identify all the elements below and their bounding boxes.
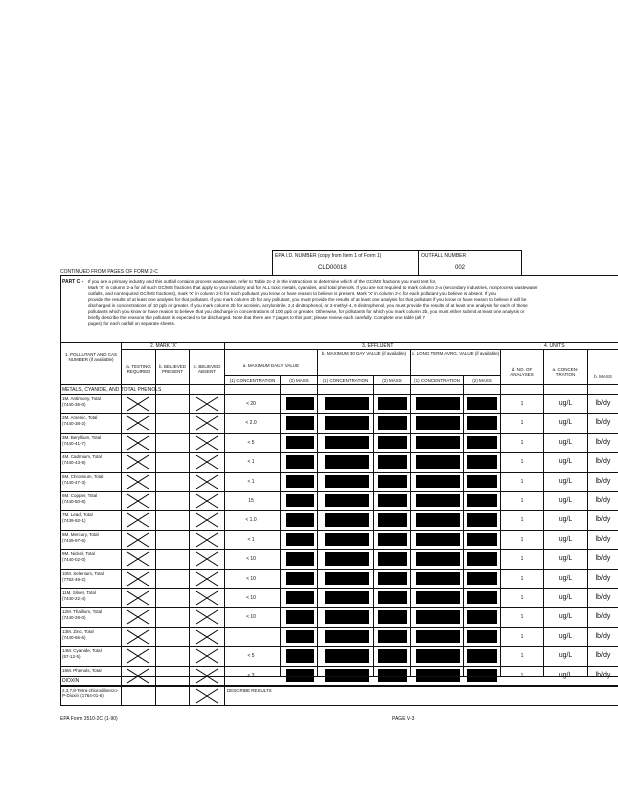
redacted-block: [416, 416, 460, 429]
testing-required-x: [124, 512, 152, 528]
max-daily-value: < 1: [247, 459, 255, 466]
max-daily-value: < 10: [246, 614, 256, 621]
col2c-header: c. BELIEVED ABSENT: [193, 364, 221, 374]
col3b-conc: (1) CONCENTRATION: [322, 378, 369, 383]
col4a-header: a. CONCEN-TRATION: [552, 367, 579, 377]
max-daily-value: < 10: [246, 595, 256, 601]
row-divider: [60, 588, 618, 589]
redacted-block: [325, 572, 369, 585]
row-divider: [60, 549, 618, 550]
concentration-unit: ug/L: [558, 497, 573, 504]
believed-absent-x: [193, 629, 221, 645]
testing-required-x: [124, 532, 152, 548]
redacted-block: [378, 533, 407, 546]
analyses-count: 1: [520, 595, 524, 601]
testing-required-x: [124, 415, 152, 431]
dioxin-name: 2,3,7,8-Tetra-chlorodibenzo-P-Dioxin (1764-01-6): [62, 688, 119, 698]
max-daily-value: < 2.0: [245, 420, 257, 427]
pollutant-cas: (7440-02-0): [62, 557, 86, 563]
analyses-count: 1: [520, 633, 524, 640]
pollutant-name: 12M. Thallium, Total: [62, 609, 103, 615]
redacted-block: [467, 494, 497, 507]
col3c-conc: (1) CONCENTRATION: [414, 378, 460, 383]
analyses-count: 1: [520, 556, 524, 563]
redacted-block: [378, 649, 407, 662]
redacted-block: [325, 455, 369, 468]
mass-unit: lb/dy: [595, 535, 611, 543]
row-divider: [60, 413, 618, 414]
row-divider: [60, 491, 618, 492]
testing-required-x: [124, 493, 152, 509]
pollutant-name: 13M. Zinc, Total: [62, 628, 94, 634]
redacted-block: [286, 649, 314, 662]
redacted-block: [467, 572, 497, 585]
analyses-count: 1: [520, 459, 524, 466]
mass-unit: lb/dy: [595, 458, 611, 466]
instruction-line: discharged in concentrations of 10 ppb or greater. If you mark column 2b for acrolein, acrylonitrile, 2,4 dinitrophenol, or 2-methyl-4, 6 dinitrophenol, you must provide the results of at least one analysis for each of these: [88, 303, 528, 308]
col3c-mass: (2) MASS: [472, 378, 492, 383]
believed-absent-x: [193, 435, 221, 451]
redacted-block: [467, 533, 497, 546]
col3-header: 3. EFFLUENT: [362, 343, 394, 349]
redacted-block: [467, 630, 497, 643]
concentration-unit: ug/L: [558, 632, 573, 640]
max-daily-value: < 1: [247, 478, 255, 485]
row-divider: [60, 433, 618, 434]
instruction-line: provide the results of at least one analysis for that pollutant. If you mark column 2b for any pollutant, you must provide the results of at least one analysis for that pollutant if you know or have reason to believe it will be: [88, 297, 527, 302]
mass-unit: lb/dy: [595, 438, 611, 446]
pollutant-cas: (7440-66-6): [62, 634, 86, 640]
row-divider: [60, 607, 618, 608]
redacted-block: [467, 475, 497, 488]
redacted-block: [286, 591, 314, 604]
testing-required-x: [124, 551, 152, 567]
col3a-conc: (1) CONCENTRATION: [229, 378, 276, 383]
mass-unit: lb/dy: [595, 400, 611, 407]
instruction-line: Mark 'X' in column 2-a for all such GC/MS fractions that apply to your industry and for ALL toxic metals, cyanides, and total phenols. If you are not required to mark column 2-a (secondary industries, nonprocess wastewater: [88, 285, 538, 290]
col3b-header: b. MAXIMUM 30 DAY VALUE (if available): [321, 351, 407, 356]
redacted-block: [467, 610, 497, 623]
concentration-unit: ug/L: [558, 555, 573, 563]
redacted-block: [286, 455, 314, 468]
believed-absent-x: [193, 396, 221, 412]
mass-unit: lb/dy: [595, 555, 611, 563]
redacted-block: [325, 649, 369, 662]
believed-absent-x: [193, 415, 221, 431]
redacted-block: [416, 591, 460, 604]
believed-absent-x: [193, 571, 221, 587]
mass-unit: lb/dy: [595, 516, 611, 524]
redacted-block: [467, 552, 497, 565]
instruction-line: briefly describe the reasons the pollutant is expected to be discharged. Note that there are 7 pages to this part; please review each carefully. Complete one table (all 7: [88, 315, 425, 320]
col1-header: 1. POLLUTANT AND CAS NUMBER (if available): [64, 352, 118, 362]
max-daily-value: < 5: [247, 439, 255, 446]
testing-required-x: [124, 435, 152, 451]
concentration-unit: ug/L: [558, 400, 573, 407]
row-divider: [60, 646, 618, 647]
max-daily-value: 15: [248, 498, 254, 504]
epa-id-value: CLD00018: [318, 265, 347, 271]
redacted-block: [286, 475, 314, 488]
redacted-block: [416, 649, 460, 662]
redacted-block: [378, 494, 407, 507]
mass-unit: lb/dy: [595, 632, 611, 640]
section-metals: METALS, CYANIDE, AND TOTAL PHENOLS: [62, 387, 162, 393]
redacted-block: [378, 475, 407, 488]
concentration-unit: ug/L: [558, 419, 573, 427]
col3a-header: a. MAXIMUM DAILY VALUE: [242, 363, 300, 368]
row-divider: [60, 569, 618, 570]
row-divider: [60, 510, 618, 511]
col2-header: 2. MARK 'X': [150, 343, 177, 349]
redacted-block: [325, 397, 369, 410]
pollutant-cas: (7440-38-2): [62, 421, 86, 427]
col3c-header: c. LONG TERM AVRG. VALUE (if available): [411, 351, 500, 356]
max-daily-value: < 20: [246, 401, 256, 407]
redacted-block: [467, 649, 497, 662]
pollutant-name: 7M. Lead, Total: [62, 512, 93, 518]
pollutant-name: 3M. Beryllium, Total: [62, 434, 102, 440]
believed-absent-x: [193, 551, 221, 567]
redacted-block: [416, 533, 460, 546]
redacted-block: [467, 397, 497, 410]
redacted-block: [325, 513, 369, 526]
pollutant-cas: (7440-36-0): [62, 402, 86, 407]
max-daily-value: < 5: [247, 653, 255, 660]
col2b-header: b. BELIEVED PRESENT: [158, 364, 186, 374]
pollutant-cas: (57-12-5): [62, 654, 81, 660]
redacted-block: [286, 610, 314, 623]
pollutant-cas: (7782-49-2): [62, 576, 86, 582]
mass-unit: lb/dy: [595, 594, 611, 601]
concentration-unit: ug/L: [558, 652, 573, 660]
col3d-header: d. NO. OF ANALYSES: [510, 367, 534, 377]
believed-absent-x: [193, 532, 221, 548]
redacted-block: [416, 397, 460, 410]
row-divider: [60, 472, 618, 473]
redacted-block: [378, 572, 407, 585]
redacted-block: [378, 436, 407, 449]
redacted-block: [286, 513, 314, 526]
redacted-block: [286, 552, 314, 565]
row-divider: [60, 627, 618, 628]
redacted-block: [416, 436, 460, 449]
testing-required-x: [124, 571, 152, 587]
redacted-block: [286, 630, 314, 643]
analyses-count: 1: [520, 575, 524, 582]
redacted-block: [325, 533, 369, 546]
max-daily-value: < 10: [246, 575, 256, 582]
redacted-block: [416, 610, 460, 623]
continued-from: CONTINUED FROM PAGES OF FORM 2-C: [60, 269, 158, 275]
col2a-header: a. TESTING REQUIRED: [126, 364, 151, 374]
redacted-block: [378, 513, 407, 526]
believed-absent-x: [193, 493, 221, 509]
concentration-unit: ug/L: [558, 438, 573, 446]
instruction-line: pollutants which you know or have reason to believe that you discharge in concentrations of 100 ppb or greater. Otherwise, for pollutants for which you mark column 2b, you must either submit at least one analysis or: [88, 309, 525, 314]
believed-absent-x: [193, 474, 221, 490]
max-daily-value: < 1: [247, 536, 255, 543]
testing-required-x: [124, 454, 152, 470]
analyses-count: 1: [520, 401, 524, 407]
believed-absent-x: [193, 454, 221, 470]
pollutant-name: 11M. Silver, Total: [62, 590, 96, 595]
redacted-block: [378, 397, 407, 410]
row-divider: [60, 530, 618, 531]
redacted-block: [378, 630, 407, 643]
instructions-block: [88, 279, 616, 327]
pollutant-cas: (7440-22-4): [62, 596, 86, 601]
believed-absent-x: [193, 609, 221, 625]
col4b-header: b. MASS: [594, 374, 612, 379]
concentration-unit: ug/L: [558, 613, 573, 621]
redacted-block: [416, 475, 460, 488]
epa-id-label: EPA I.D. NUMBER (copy from Item 1 of Form 1): [275, 253, 382, 259]
analyses-count: 1: [520, 439, 524, 446]
pollutant-name: 14M. Cyanide, Total: [62, 648, 102, 654]
redacted-block: [416, 513, 460, 526]
testing-required-x: [124, 629, 152, 645]
redacted-block: [467, 436, 497, 449]
redacted-block: [467, 513, 497, 526]
pollutant-name: 9M. Nickel, Total: [62, 551, 95, 557]
redacted-block: [378, 416, 407, 429]
row-divider: [60, 452, 618, 453]
redacted-block: [416, 494, 460, 507]
mass-unit: lb/dy: [595, 497, 611, 504]
analyses-count: 1: [520, 517, 524, 524]
analyses-count: 1: [520, 478, 524, 485]
outfall-label: OUTFALL NUMBER: [421, 253, 467, 259]
pollutant-cas: (7440-47-3): [62, 479, 86, 485]
redacted-block: [467, 455, 497, 468]
describe-results-label: DESCRIBE RESULTS: [227, 688, 272, 693]
pollutant-cas: (7440-50-8): [62, 499, 86, 504]
instruction-line: pages) for each outfall on separate sheets.: [88, 321, 176, 326]
pollutant-name: 2M. Arsenic, Total: [62, 415, 98, 421]
concentration-unit: ug/L: [558, 574, 573, 582]
redacted-block: [325, 436, 369, 449]
believed-absent-x: [193, 590, 221, 606]
pollutant-cas: (7439-97-6): [62, 537, 86, 543]
max-daily-value: < 10: [246, 556, 256, 563]
pollutant-name: 6M. Copper, Total: [62, 493, 98, 498]
testing-required-x: [124, 590, 152, 606]
form-number: EPA Form 3510-2C (1-90): [60, 716, 118, 722]
analyses-count: 1: [520, 614, 524, 621]
pollutant-cas: (7440-41-7): [62, 440, 86, 446]
believed-absent-x: [193, 648, 221, 664]
redacted-block: [286, 572, 314, 585]
pollutant-name: 8M. Mercury, Total: [62, 531, 99, 537]
pollutant-cas: (7439-92-1): [62, 518, 86, 524]
redacted-block: [467, 591, 497, 604]
redacted-block: [467, 416, 497, 429]
mass-unit: lb/dy: [595, 419, 611, 427]
testing-required-x: [124, 648, 152, 664]
max-daily-value: < 1.0: [245, 517, 257, 524]
concentration-unit: ug/L: [558, 594, 573, 601]
redacted-block: [286, 494, 314, 507]
mass-unit: lb/dy: [595, 652, 611, 660]
redacted-block: [416, 455, 460, 468]
testing-required-x: [124, 474, 152, 490]
page-number: PAGE V-3: [392, 716, 415, 722]
testing-required-x: [124, 609, 152, 625]
redacted-block: [325, 552, 369, 565]
concentration-unit: ug/L: [558, 477, 573, 485]
instruction-line: If you are a primary industry and this outfall contains process wastewater, refer to Table 2c-2 in the instructions to determine which of the GC/MS fractions you must test for.: [88, 279, 437, 284]
redacted-block: [378, 552, 407, 565]
redacted-block: [325, 591, 369, 604]
mass-unit: lb/dy: [595, 613, 611, 621]
pollutant-cas: (7440-43-9): [62, 460, 86, 466]
col3b-mass: (2) MASS: [382, 378, 402, 383]
pollutant-name: 5M. Chromium, Total: [62, 473, 104, 479]
concentration-unit: ug/L: [558, 516, 573, 524]
redacted-block: [325, 630, 369, 643]
redacted-block: [378, 610, 407, 623]
redacted-block: [286, 416, 314, 429]
believed-absent-x: [193, 512, 221, 528]
analyses-count: 1: [520, 498, 524, 504]
redacted-block: [325, 610, 369, 623]
pollutant-name: 10M. Selenium, Total: [62, 570, 104, 576]
analyses-count: 1: [520, 653, 524, 660]
outfall-value: 002: [455, 265, 466, 271]
analyses-count: 1: [520, 420, 524, 427]
pollutant-name: 15M. Phenols, Total: [62, 667, 102, 673]
instruction-line: outfalls, and nonrequired GC/MS fractions), mark 'X' in column 2-b for each pollutant you know or have reason to believe is present. Mark 'X' in column 2-c for each pollutant you believe is absent. If you: [88, 291, 496, 296]
analyses-count: 1: [520, 536, 524, 543]
mass-unit: lb/dy: [595, 574, 611, 582]
redacted-block: [325, 475, 369, 488]
redacted-block: [325, 416, 369, 429]
redacted-block: [286, 533, 314, 546]
mass-unit: lb/dy: [595, 477, 611, 485]
redacted-block: [416, 572, 460, 585]
redacted-block: [286, 436, 314, 449]
testing-required-x: [124, 396, 152, 412]
redacted-block: [378, 591, 407, 604]
row-divider: [60, 666, 618, 667]
section-dioxin: DIOXIN: [62, 678, 80, 684]
redacted-block: [286, 397, 314, 410]
redacted-block: [378, 455, 407, 468]
pollutant-name: 4M. Cadmium, Total: [62, 454, 102, 460]
part-c-label: PART C -: [62, 279, 84, 285]
col3a-mass: (2) MASS: [289, 378, 309, 383]
concentration-unit: ug/L: [558, 458, 573, 466]
redacted-block: [325, 494, 369, 507]
concentration-unit: ug/L: [558, 535, 573, 543]
redacted-block: [416, 630, 460, 643]
dioxin-absent-x: [193, 688, 221, 704]
redacted-block: [416, 552, 460, 565]
col4-header: 4. UNITS: [544, 343, 565, 349]
pollutant-cas: (7440-28-0): [62, 615, 86, 621]
pollutant-name: 1M. Antimony, Total: [62, 396, 101, 401]
